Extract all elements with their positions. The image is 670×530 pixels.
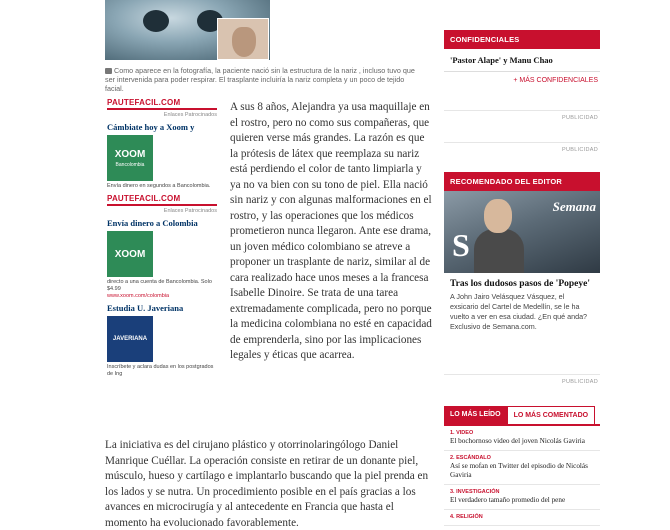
list-item[interactable]: 2. ESCÁNDALO Así se mofan en Twitter del episodio de Nicolás Gaviria bbox=[444, 451, 600, 485]
list-item[interactable]: 3. INVESTIGACIÓN El verdadero tamaño promedio del pene bbox=[444, 485, 600, 510]
sidebar-recomendado bbox=[444, 172, 600, 334]
recomendado-header: RECOMENDADO DEL EDITOR bbox=[444, 172, 600, 191]
xoom-logo[interactable]: XOOM bbox=[107, 231, 153, 277]
semana-s-logo: S bbox=[452, 227, 470, 263]
ad-slot-2 bbox=[444, 142, 600, 157]
ad-text: directo a una cuenta de Bancolombia. Solo $4.99 bbox=[107, 279, 212, 292]
eye-socket-left bbox=[143, 10, 169, 32]
person-face bbox=[484, 199, 512, 233]
inset-photo bbox=[217, 18, 269, 60]
list-item[interactable]: 1. VIDEO El bochornoso video del joven Nicolás Gaviria bbox=[444, 426, 600, 451]
tab-mas-leido[interactable]: LO MÁS LEÍDO bbox=[444, 406, 507, 424]
plus-icon: + bbox=[513, 77, 520, 84]
ad-header[interactable]: PAUTEFACIL.COM bbox=[107, 194, 217, 206]
ad-slot-1 bbox=[444, 110, 600, 125]
article-paragraph-1: A sus 8 años, Alejandra ya usa maquillaje en el rostro, pero no como sus compañeras, que quieren verse más grandes. La razón es que la prótesis de látex que reemplaza su nariz está perdiendo el color de tanto limpiarla y ya no va bien con su tono de piel. Ella nació sin nariz y con algunas malformaciones en el rostro, y las operaciones que los médicos prometieron nunca llegaron. Ante ese drama, un joven médico colombiano se atreve a proponer un trasplante de nariz, similar al de cara realizado hace unos meses a la francesa Isabelle Dinoire. Se trata de una tarea extremadamente complicada, pero no porque la medicina colombiana no esté en capacidad de emprenderla, sino por las implicaciones legales y éticas que acarrea. bbox=[230, 101, 432, 361]
publicidad-label: PUBLICIDAD bbox=[444, 142, 600, 157]
ad-xoom-1[interactable] bbox=[107, 98, 217, 190]
ad-slot-3 bbox=[444, 374, 600, 389]
publicidad-label: PUBLICIDAD bbox=[444, 110, 600, 125]
xoom-logo[interactable]: XOOM Bancolombia bbox=[107, 135, 153, 181]
more-confidenciales-link[interactable]: + MÁS CONFIDENCIALES bbox=[513, 77, 598, 84]
ad-title[interactable]: Cámbiate hoy a Xoom y bbox=[107, 122, 195, 132]
publicidad-label: PUBLICIDAD bbox=[444, 374, 600, 389]
ad-xoom-2[interactable] bbox=[107, 194, 217, 299]
javeriana-logo[interactable]: JAVERIANA bbox=[107, 316, 153, 362]
photo-caption: Como aparece en la fotografía, la paciente nació sin la estructura de la nariz , incluso tuvo que ser intervenida para poder respirar. El trasplante incluiría la nariz completa y un poco de tejido facial. bbox=[105, 66, 415, 93]
ad-javeriana[interactable] bbox=[107, 303, 217, 378]
sidebar-confidenciales bbox=[444, 30, 600, 89]
confidenciales-item[interactable]: 'Pastor Alape' y Manu Chao bbox=[444, 49, 600, 72]
ad-title[interactable]: Envía dinero a Colombia bbox=[107, 218, 198, 228]
list-item[interactable]: 4. RELIGIÓN bbox=[444, 510, 600, 526]
ad-title[interactable]: Estudia U. Javeriana bbox=[107, 303, 184, 313]
recomendado-title[interactable]: Tras los dudosos pasos de 'Popeye' bbox=[450, 279, 590, 289]
ad-header[interactable]: PAUTEFACIL.COM bbox=[107, 98, 217, 110]
article-paragraph-2: La iniciativa es del cirujano plástico y otorrinolaringólogo Daniel Manrique Cuéllar. La operación consiste en retirar de un donante piel, músculo, hueso y cartílago e implantarlo buscando que la piel prenda en los lados y se nutra. Un procedimiento posible en el país gracias a los avances en microcirugía y al antecedente en Francia que hasta el momento ha evolucionado favorablemente. bbox=[105, 439, 429, 529]
tab-mas-comentado[interactable]: LO MÁS COMENTADO bbox=[507, 406, 596, 424]
recomendado-image[interactable] bbox=[444, 191, 600, 273]
most-read-tabs bbox=[444, 406, 600, 426]
semana-brand: Semana bbox=[552, 199, 596, 214]
ad-text: Envía dinero en segundos a Bancolombia. bbox=[107, 183, 211, 189]
sponsored-ads bbox=[107, 98, 217, 382]
ad-sub: Enlaces Patrocinados bbox=[163, 208, 217, 214]
recomendado-text: A John Jairo Velásquez Vásquez, el exsicario del Cartel de Medellín, se le ha vuelto a ver en esa ciudad. ¿En qué anda? Exclusivo de Semana.com. bbox=[450, 292, 588, 331]
person-body bbox=[474, 229, 524, 273]
nose-image bbox=[232, 27, 256, 57]
confidenciales-header[interactable]: CONFIDENCIALES bbox=[444, 30, 600, 49]
ad-text: Inscríbete y aclara dudas en los postgrados de Ing bbox=[107, 364, 214, 377]
ad-sub: Enlaces Patrocinados bbox=[163, 112, 217, 118]
camera-icon bbox=[105, 68, 112, 74]
sidebar-most-read bbox=[444, 406, 600, 526]
ad-link[interactable]: www.xoom.com/colombia bbox=[107, 293, 170, 299]
